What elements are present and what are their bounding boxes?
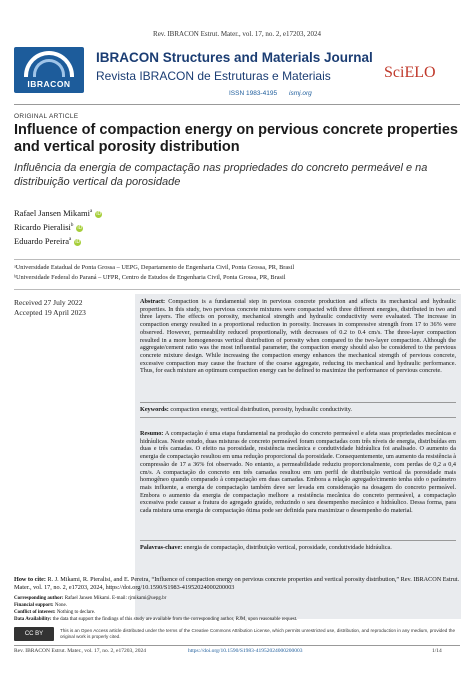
author-name: Eduardo Pereira [14,236,69,246]
author-name: Ricardo Pieralisi [14,222,71,232]
accepted-date: Accepted 19 April 2023 [14,308,86,317]
header-divider [14,104,460,105]
orcid-icon[interactable]: iD [75,238,81,245]
author-2 [14,222,83,232]
footer-divider [14,645,460,646]
affiliation-1: ᵃUniversidade Estadual de Ponta Grossa – UEPG, Departamento de Engenharia Civil, Ponta Grossa, PR, Brasil [14,264,295,271]
corr-text: Rafael Jansen Mikami. E-mail: rjmikami@uepg.br [64,596,167,601]
resumo-divider [140,540,456,541]
data-availability [14,617,460,623]
keywords-text: compaction energy, vertical distribution, porosity, hydraulic conductivity. [170,406,352,413]
orcid-icon[interactable]: iD [96,210,102,217]
cite-label: How to cite: [14,576,46,583]
running-header: Rev. IBRACON Estrut. Mater., vol. 17, no. 2, e17203, 2024 [153,30,321,38]
footer-citation: Rev. IBRACON Estrut. Mater., vol. 17, no. 2, e17203, 2024 [14,648,146,654]
fin-text: None. [54,603,67,608]
author-sup: a [90,209,93,215]
conf-text: Nothing to declare. [56,610,96,615]
conflict-of-interest [14,610,460,616]
palavras-label: Palavras-chave: [140,544,183,551]
journal-subtitle: Revista IBRACON de Estruturas e Materiais [96,69,331,83]
cc-license-badge[interactable]: CC BY [14,627,54,641]
scielo-logo [384,46,464,96]
how-to-cite [14,576,460,591]
financial-support [14,603,460,609]
received-date: Received 27 July 2022 [14,298,83,307]
author-3 [14,236,81,246]
data-text: the data that support the findings of this study are available from the corresponding author, RJM, upon reasonable request. [52,617,298,622]
scielo-text: SciELO [384,64,436,81]
orcid-icon[interactable]: iD [77,224,83,231]
journal-url-link[interactable]: ismj.org [289,90,312,97]
palavras-text: energia de compactação, distribuição vertical, porosidade, condutividade hidráulica. [183,544,392,551]
corr-label: Corresponding author: [14,596,64,601]
issn: ISSN 1983-4195 [229,90,278,97]
resumo-label: Resumo: [140,430,164,437]
palavras-chave [140,544,456,552]
abstract [140,298,456,375]
abstract-divider [140,402,456,403]
corresponding-author [14,596,460,602]
affiliation-2: ᵇUniversidade Federal do Paraná – UFPR, Centro de Estudos de Engenharia Civil, Ponta Grossa, PR, Brasil [14,274,286,281]
author-1 [14,208,102,218]
keywords-divider [140,417,456,418]
author-name: Rafael Jansen Mikami [14,208,91,218]
fin-label: Financial support: [14,603,54,608]
page-number: 1/14 [432,648,442,654]
license-text: This is an Open Access article distributed under the terms of the Creative Commons Attribution License, which permits unrestricted use, distribution, and reproduction in any medium, provided the original work is properly cited. [60,628,456,639]
affiliation-divider-bottom [14,289,460,290]
author-sup: a [69,237,72,243]
footer-doi-link[interactable]: https://doi.org/10.1590/S1983-41952024000200003 [188,648,303,654]
affiliation-divider-top [14,259,460,260]
cite-text: R. J. Mikami, R. Pieralisi, and E. Pereira, “Influence of compaction energy on pervious concrete properties and vertical porosity distribution,” Rev. IBRACON Estrut. Mater., vol. 17, no. 2, e17203, 2024, https://doi.org/10.1590/S1983-41952024000200003 [14,576,460,591]
ibracon-logo [14,47,84,93]
article-type: ORIGINAL ARTICLE [14,113,79,120]
author-sup: b [70,223,74,229]
article-title-portuguese: Influência da energia de compactação nas propriedades do concreto permeável e na distribuição vertical da porosidade [14,162,428,188]
resumo [140,430,456,515]
article-title: Influence of compaction energy on pervious concrete properties and vertical porosity distribution [14,122,458,155]
conf-label: Conflict of interest: [14,610,56,615]
resumo-text: A compactação é uma etapa fundamental na produção do concreto permeável e afeta suas propriedades mecânicas e hidráulicas. Neste estudo, duas misturas de concreto permeável foram compactadas com três níveis de energia, distribuídas em duas e três camadas. O efeito na porosidade, resistência mecânica e condutividade hidráulica foi analisado. O aumento da energia de compactação resultou em uma redução proporcional da porosidade. Consequentemente, um aumento da resistência à compressão de 17 a 36% foi observado. No entanto, a permeabilidade reduziu proporcionalmente, com perdas de 0,2 a 0,4 cm/s. A compactação do concreto em três camadas resultou em um perfil de distribuição vertical da porosidade mais homogêneo quando comparado à compactação em duas camadas. Embora a relação agregado/cimento tenha sido o parâmetro mais influente, a energia de compactação também deve ser levada em consideração na dosagem do concreto permeável. Embora o aumento da energia de compactação melhore a resistência mecânica do concreto permeável, a compactação excessiva pode causar a fratura do agregado graúdo, reduzindo o seu desempenho mecânico e hidráulico. Dessa forma, para cada mistura uma energia de compactação ótima pode ser definida para maximizar o desempenho do material. [140,430,456,515]
data-label: Data Availability: [14,617,52,622]
abstract-label: Abstract: [140,298,166,305]
logo-text: IBRACON [27,79,71,89]
keywords-label: Keywords: [140,406,169,413]
abstract-text: Compaction is a fundamental step in pervious concrete production and affects its mechanical and hydraulic properties. In this study, two pervious concrete mixtures were compacted with three different energies, distributed in two and three layers. The effects on porosity, mechanical strength and hydraulic conductivity were evaluated. The increase in compaction energy resulted in a proportional reduction in porosity. Increases in compressive strength from 17 to 36% were observed. However, permeability reduced proportionally, with decreases of 0.2 to 0.4 cm/s. The three-layer compaction resulted in a more homogeneous vertical distribution of porosity when compared to the two-layer compaction. Although the aggregate/cement ratio was the most influential parameter, the compaction energy should also be considered to the pervious concrete mixture design. While increasing the compaction energy enhances the mechanical strength of pervious concrete, excessive compaction may cause the fracture of the coarse aggregate, reducing its mechanical and hydraulic performance. Thus, for each mixture an optimum compaction energy can be defined to maximize the performance of pervious concrete. [140,298,457,375]
keywords [140,406,456,414]
journal-title: IBRACON Structures and Materials Journal [96,50,373,65]
